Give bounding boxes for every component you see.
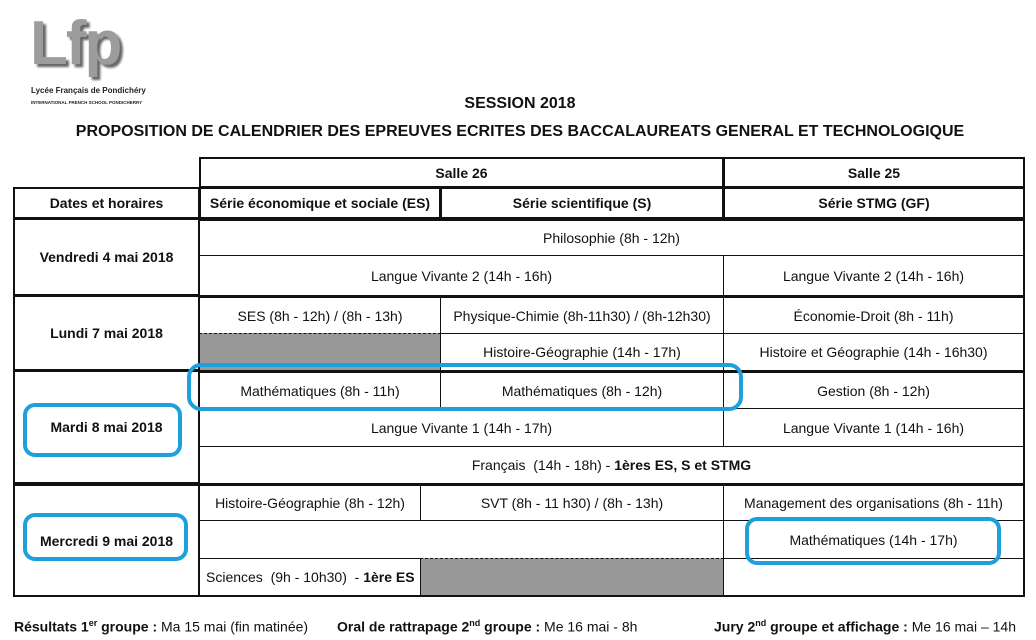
francais-text: Français (14h - 18h) - xyxy=(471,457,615,473)
shaded-cell xyxy=(420,558,724,597)
highlight-math-oval xyxy=(187,363,743,411)
header-salle26: Salle 26 xyxy=(199,157,724,188)
cell-lv2: Langue Vivante 2 (14h - 16h) xyxy=(199,255,724,296)
cell-svt: SVT (8h - 11 h30) / (8h - 13h) xyxy=(420,483,724,521)
jury-label: Jury 2 xyxy=(714,618,756,635)
session-title: SESSION 2018 xyxy=(464,95,576,112)
cell-management: Management des organisations (8h - 11h) xyxy=(723,483,1025,521)
cell-hg-stmg: Histoire et Géographie (14h - 16h30) xyxy=(723,333,1025,371)
results-value: Ma 15 mai (fin matinée) xyxy=(157,618,309,635)
empty-cell xyxy=(199,520,724,559)
cell-philosophie: Philosophie (8h - 12h) xyxy=(199,218,1025,256)
day-wednesday: Mercredi 9 mai 2018 xyxy=(13,483,200,597)
sciences-text: Sciences (9h - 10h30) - xyxy=(206,569,364,585)
cell-gestion: Gestion (8h - 12h) xyxy=(723,370,1025,409)
jury-label2: groupe et affichage : xyxy=(766,618,908,635)
cell-francais xyxy=(199,446,1025,484)
francais-classes: 1ères ES, S et STMG xyxy=(614,457,752,473)
footer-results xyxy=(14,618,308,635)
results-label2: groupe : xyxy=(97,618,158,635)
cell-math-s: Mathématiques (8h - 12h) xyxy=(440,370,724,409)
oral-sup: nd xyxy=(469,618,481,628)
oral-value: Me 16 mai - 8h xyxy=(540,618,638,635)
footer-jury xyxy=(714,618,1016,635)
cell-lv2-stmg: Langue Vivante 2 (14h - 16h) xyxy=(723,255,1025,296)
school-subtitle: INTERNATIONAL FRENCH SCHOOL PONDICHERRY xyxy=(31,100,143,105)
cell-math-stmg: Mathématiques (14h - 17h) xyxy=(723,520,1025,559)
jury-sup: nd xyxy=(755,618,767,628)
logo: Lfp xyxy=(30,9,121,78)
oral-label: Oral de rattrapage 2 xyxy=(337,618,470,635)
footer-oral xyxy=(337,618,637,635)
header-es: Série économique et sociale (ES) xyxy=(199,187,441,219)
day-friday: Vendredi 4 mai 2018 xyxy=(13,218,200,296)
cell-math-es: Mathématiques (8h - 11h) xyxy=(199,370,441,409)
page-title: PROPOSITION DE CALENDRIER DES EPREUVES ECRITES DES BACCALAUREATS GENERAL ET TECHNOLOGIQUE xyxy=(75,123,965,140)
cell-hg-s: Histoire-Géographie (14h - 17h) xyxy=(440,333,724,371)
highlight-tuesday-oval xyxy=(23,403,182,457)
header-s: Série scientifique (S) xyxy=(440,187,724,219)
results-label: Résultats 1 xyxy=(14,618,89,635)
school-name: Lycée Français de Pondichéry xyxy=(31,86,146,95)
header-salle25: Salle 25 xyxy=(723,157,1025,188)
cell-lv1: Langue Vivante 1 (14h - 17h) xyxy=(199,408,724,447)
day-monday: Lundi 7 mai 2018 xyxy=(13,295,200,371)
cell-sciences xyxy=(199,558,421,597)
oral-label2: groupe : xyxy=(480,618,541,635)
cell-hg-es: Histoire-Géographie (8h - 12h) xyxy=(199,483,421,521)
highlight-math-stmg-oval xyxy=(745,517,1001,565)
sciences-class: 1ère ES xyxy=(363,569,415,585)
cell-economie-droit: Économie-Droit (8h - 11h) xyxy=(723,295,1025,334)
cell-ses: SES (8h - 12h) / (8h - 13h) xyxy=(199,295,441,334)
results-sup: er xyxy=(88,618,98,628)
jury-value: Me 16 mai – 14h xyxy=(907,618,1016,635)
day-tuesday: Mardi 8 mai 2018 xyxy=(13,370,200,484)
header-dates: Dates et horaires xyxy=(13,187,200,219)
highlight-wednesday-oval xyxy=(23,513,188,561)
header-stmg: Série STMG (GF) xyxy=(723,187,1025,219)
cell-lv1-stmg: Langue Vivante 1 (14h - 16h) xyxy=(723,408,1025,447)
cell-physique-chimie: Physique-Chimie (8h-11h30) / (8h-12h30) xyxy=(440,295,724,334)
